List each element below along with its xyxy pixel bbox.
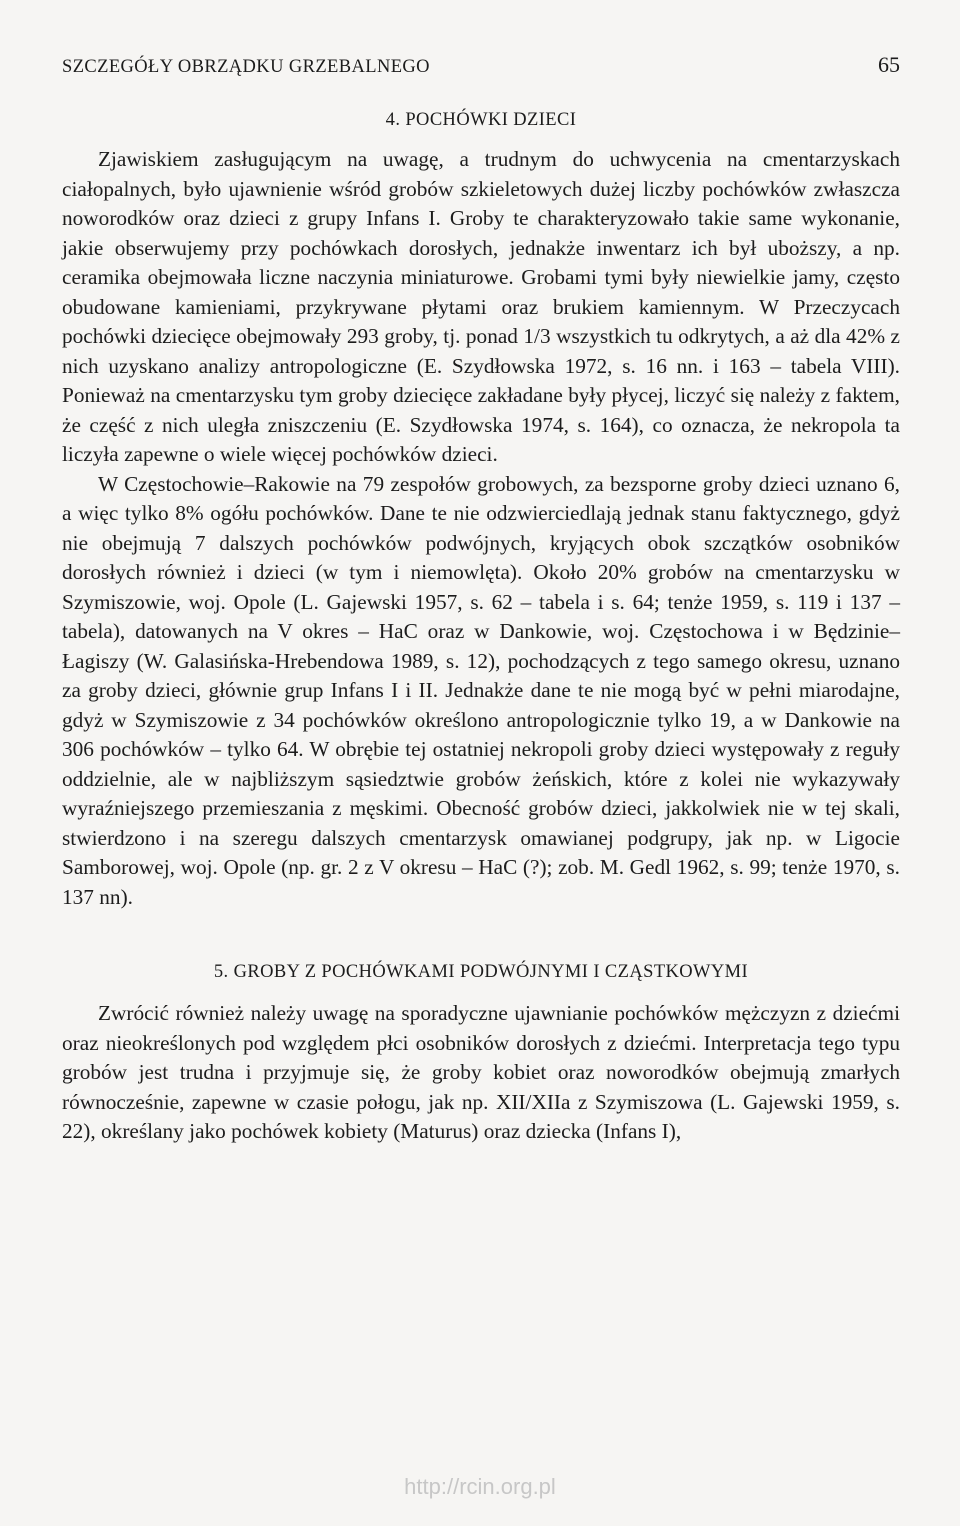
section-4-heading: 4. POCHÓWKI DZIECI (385, 110, 577, 130)
section-5-paragraph: Zwrócić również należy uwagę na sporadyczne ujawnianie pochówków mężczyzn z dziećmi oraz nieokreślonych pod względem płci osobników dorosłych z dziećmi. Interpretacja tego typu grobów jest trudna i przyjmuje się, że groby kobiet oraz noworodków obejmują zmarłych równocześnie, zapewne w czasie połogu, jak np. XII/XIIa z Szymiszowa (L. Gajewski 1959, s. 22), określany jako pochówek kobiety (Maturus) oraz dziecka (Infans I), (62, 1001, 900, 1143)
running-header (62, 52, 900, 86)
section-4-paragraph: Zjawiskiem zasługującym na uwagę, a trudnym do uchwycenia na cmentarzyskach ciałopalnych, było ujawnienie wśród grobów szkieletowych dużej liczby pochówków zwłaszcza noworodków oraz dzieci z grupy Infans I. Groby te charakteryzowało takie same wykonanie, jakie obserwujemy przy pochówkach dorosłych, jednakże inwentarz ich był uboższy, a np. ceramika obejmowała liczne naczynia miniaturowe. Grobami tymi były niewielkie jamy, często obudowane kamieniami, przykrywane płytami oraz brukiem kamiennym. W Przeczycach pochówki dziecięce obejmowały 293 groby, tj. ponad 1/3 wszystkich tu odkrytych, a aż dla 42% z nich uzyskano analizy antropologiczne (E. Szydłowska 1972, s. 16 nn. i 163 – tabela VIII). Ponieważ na cmentarzysku tym groby dziecięce zakładane były płycej, liczyć się należy z faktem, że część z nich uległa zniszczeniu (E. Szydłowska 1974, s. 164), co oznacza, że nekropola ta liczyła zapewne o wiele więcej pochówków dzieci. (62, 147, 900, 466)
section-5-heading: 5. GROBY Z POCHÓWKAMI PODWÓJNYMI I CZĄSTKOWYMI (213, 962, 749, 982)
running-title: SZCZEGÓŁY OBRZĄDKU GRZEBALNEGO (62, 57, 430, 77)
page-number: 65 (878, 52, 900, 77)
source-watermark: http://rcin.org.pl (404, 1474, 556, 1499)
document-page (62, 52, 900, 1147)
section-4-paragraph: W Częstochowie–Rakowie na 79 zespołów grobowych, za bezsporne groby dzieci uznano 6, a więc tylko 8% ogółu pochówków. Dane te nie odzwierciedlają jednak stanu faktycznego, gdyż nie obejmują 7 dalszych pochówków podwójnych, kryjących obok szczątków osobników dorosłych również i dzieci (w tym i niemowlęta). Około 20% grobów na cmentarzysku w Szymiszowie, woj. Opole (L. Gajewski 1957, s. 62 – tabela i s. 64; tenże 1959, s. 119 i 137 – tabela), datowanych na V okres – HaC oraz w Dankowie, woj. Częstochowa i w Będzinie–Łagiszy (W. Galasińska-Hrebendowa 1989, s. 12), pochodzących z tego samego okresu, uznano za groby dzieci, głównie grup Infans I i II. Jednakże dane te nie mogą być w pełni miarodajne, gdyż w Szymiszowie z 34 pochówków określono antropologicznie tylko 19, a w Dankowie na 306 pochówków – tylko 64. W obrębie tej ostatniej nekropoli groby dzieci występowały z reguły oddzielnie, ale w najbliższym sąsiedztwie grobów żeńskich, które z kolei nie wykazywały wyraźniejszego przemieszania z męskimi. Obecność grobów dzieci, jakkolwiek nie w tej skali, stwierdzono i na szeregu dalszych cmentarzysk omawianej podgrupy, jak np. w Ligocie Samborowej, woj. Opole (np. gr. 2 z V okresu – HaC (?); zob. M. Gedl 1962, s. 99; tenże 1970, s. 137 nn). (62, 471, 900, 909)
